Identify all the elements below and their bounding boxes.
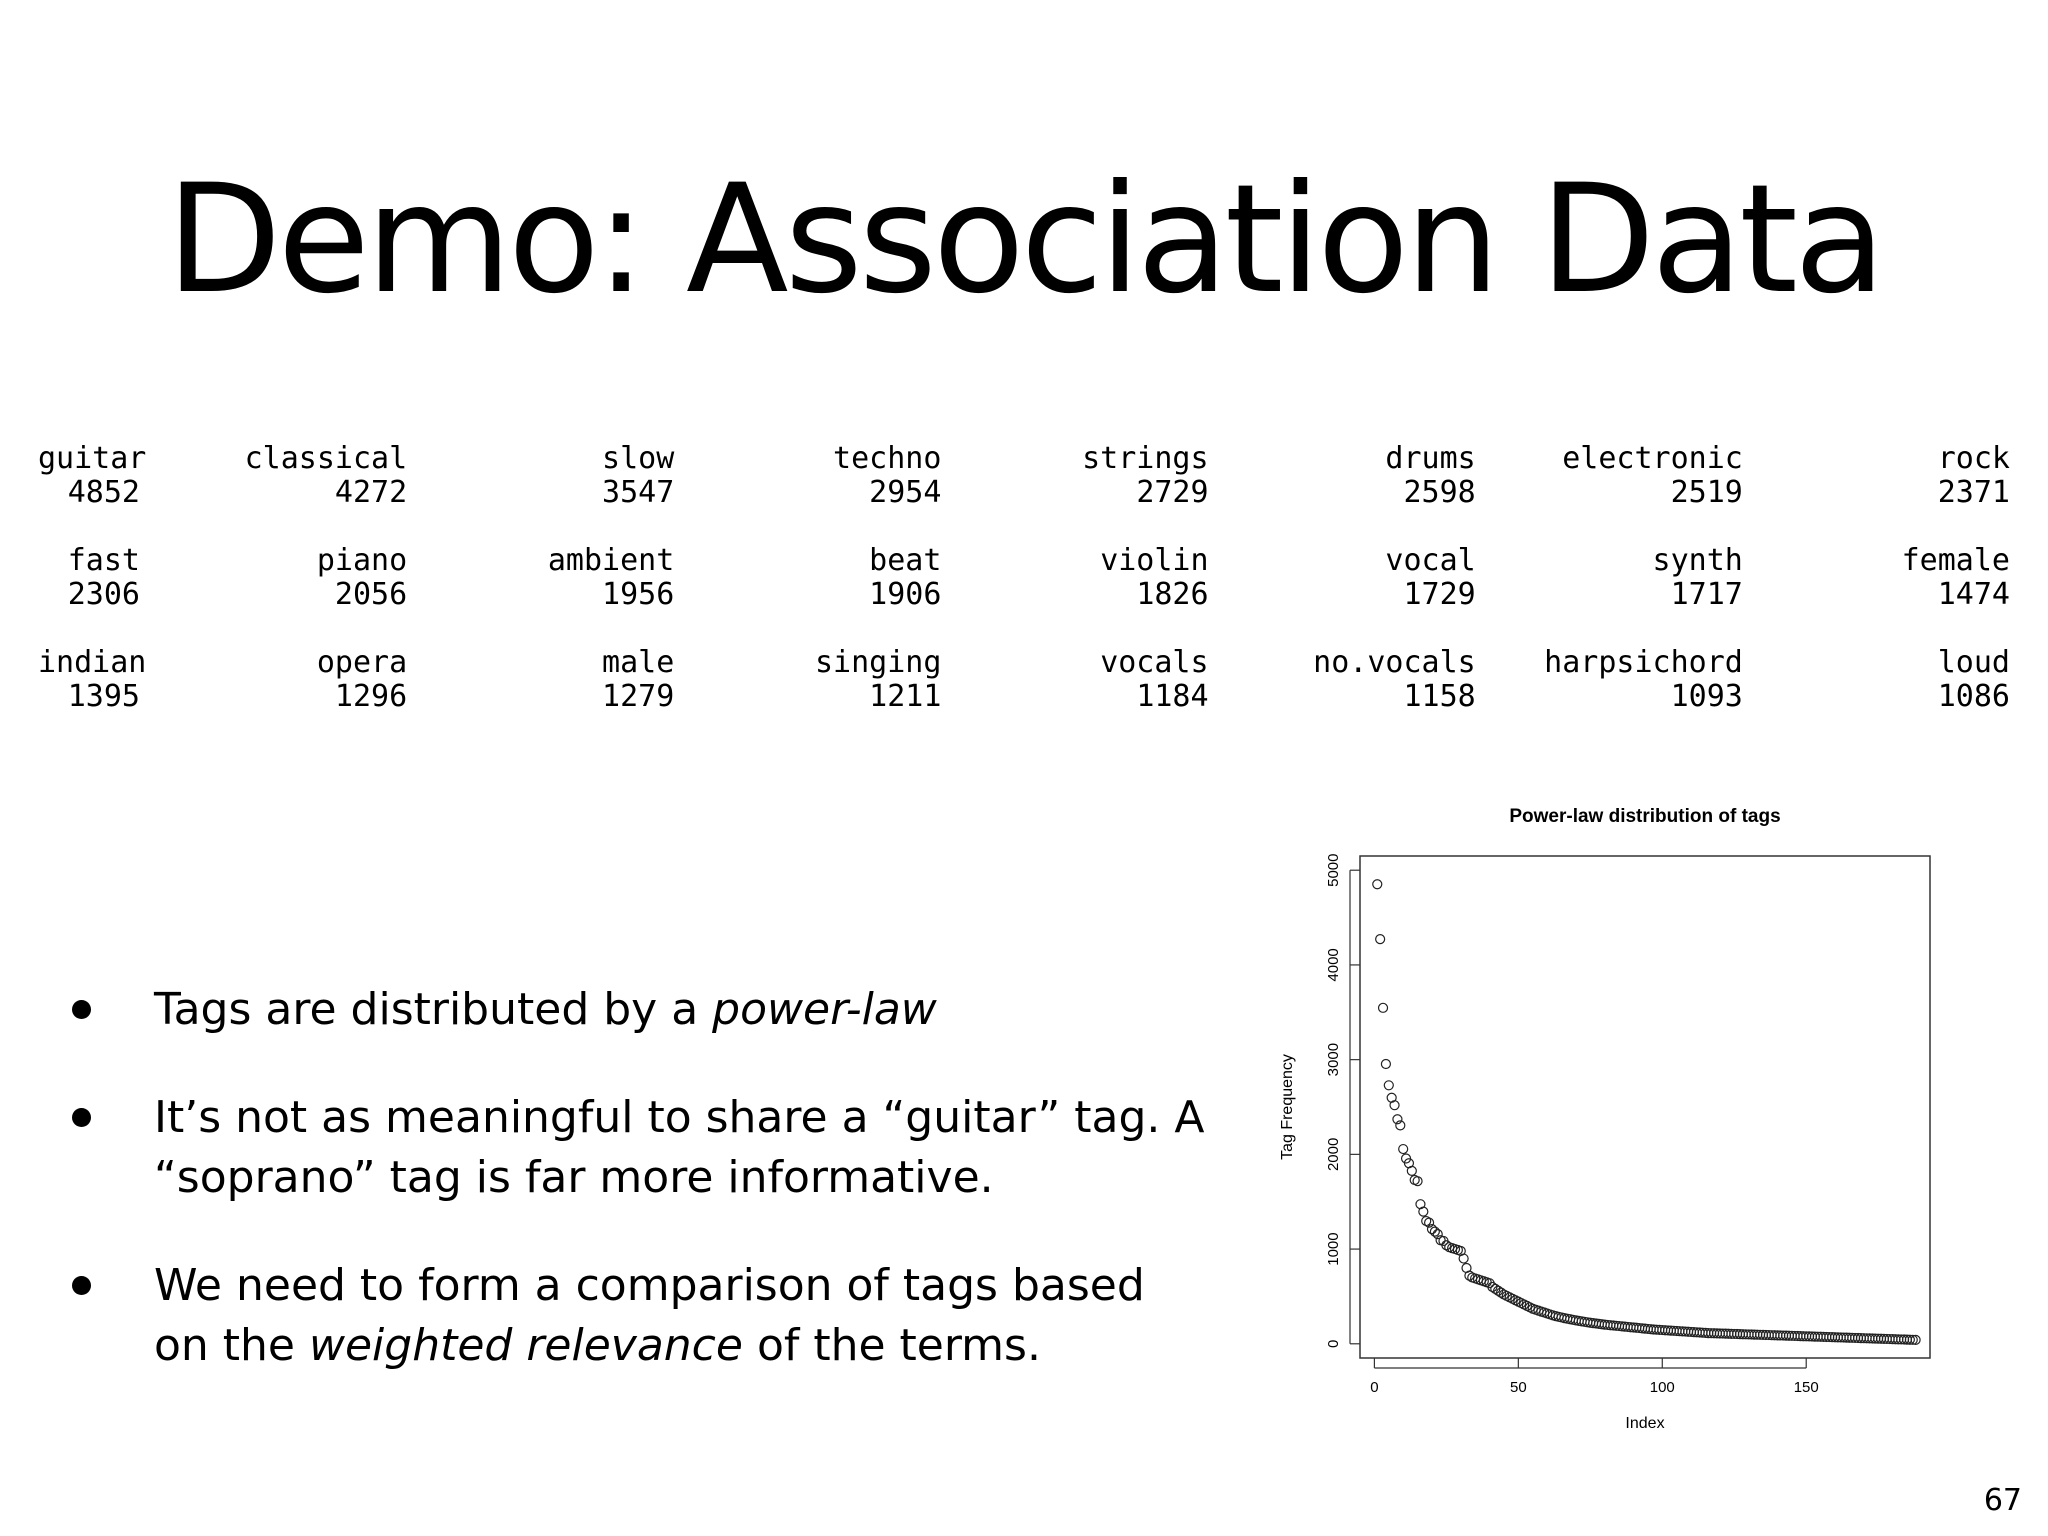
bullet-dot-icon bbox=[72, 1276, 91, 1295]
tag-count: 2056 bbox=[334, 577, 408, 612]
tag-count: 1474 bbox=[1937, 577, 2010, 612]
data-point bbox=[1430, 1227, 1439, 1236]
tag-name: vocals bbox=[1100, 645, 1209, 680]
tag-count: 1395 bbox=[67, 679, 140, 714]
tag-count: 1211 bbox=[869, 679, 942, 714]
data-point bbox=[1419, 1207, 1428, 1216]
data-point bbox=[1390, 1101, 1399, 1110]
tag-cell bbox=[1476, 646, 1743, 714]
x-tick-label: 0 bbox=[1370, 1379, 1379, 1396]
bullet-item bbox=[60, 1088, 1210, 1208]
data-point bbox=[1407, 1166, 1416, 1175]
tag-cell bbox=[1476, 544, 1743, 612]
tag-count: 1184 bbox=[1136, 679, 1209, 714]
tag-name: indian bbox=[38, 645, 147, 680]
tag-row bbox=[38, 646, 2010, 714]
y-tick-label: 4000 bbox=[1325, 948, 1342, 982]
tag-name: opera bbox=[316, 645, 408, 680]
power-law-chart bbox=[1270, 790, 1970, 1450]
tag-name: no.vocals bbox=[1313, 645, 1476, 680]
tag-cell bbox=[674, 646, 941, 714]
tag-name: drums bbox=[1385, 441, 1476, 476]
bullet-emphasis: weighted relevance bbox=[309, 1320, 743, 1371]
bullet-item bbox=[60, 1256, 1210, 1376]
bullet-item bbox=[60, 980, 1210, 1040]
tag-cell bbox=[407, 544, 674, 612]
tag-name: harpsichord bbox=[1544, 645, 1743, 680]
tag-name: techno bbox=[833, 441, 942, 476]
page-number: 67 bbox=[1983, 1483, 2022, 1518]
x-tick-label: 50 bbox=[1509, 1379, 1527, 1396]
tag-count: 1826 bbox=[1136, 577, 1209, 612]
data-point bbox=[1413, 1177, 1422, 1186]
tag-count: 1906 bbox=[869, 577, 942, 612]
tag-cell bbox=[674, 442, 941, 510]
tag-name: female bbox=[1901, 543, 2010, 578]
tag-count: 1158 bbox=[1403, 679, 1476, 714]
tag-count: 1729 bbox=[1403, 577, 1476, 612]
tag-cell bbox=[407, 442, 674, 510]
data-point bbox=[1384, 1081, 1393, 1090]
tag-cell bbox=[1743, 544, 2010, 612]
tag-count: 3547 bbox=[602, 475, 675, 510]
tag-name: electronic bbox=[1562, 441, 1743, 476]
y-tick-label: 5000 bbox=[1325, 853, 1342, 887]
tag-count: 4852 bbox=[67, 475, 140, 510]
tag-count: 4272 bbox=[334, 475, 408, 510]
tag-name: piano bbox=[316, 543, 408, 578]
data-point bbox=[1459, 1254, 1468, 1263]
data-point bbox=[1373, 880, 1382, 889]
tag-cell bbox=[941, 646, 1208, 714]
y-tick-label: 0 bbox=[1325, 1339, 1342, 1348]
tag-cell bbox=[1743, 646, 2010, 714]
tag-cell bbox=[38, 441, 147, 510]
tag-cell bbox=[38, 645, 147, 714]
y-axis-label: Tag Frequency bbox=[1279, 1054, 1296, 1160]
tag-row bbox=[38, 442, 2010, 510]
data-point bbox=[1376, 935, 1385, 944]
data-point bbox=[1399, 1145, 1408, 1154]
bullet-list bbox=[60, 980, 1210, 1424]
tag-cell bbox=[1743, 442, 2010, 510]
tag-name: male bbox=[602, 645, 675, 680]
tag-count: 1717 bbox=[1670, 577, 1743, 612]
tag-count: 2598 bbox=[1403, 475, 1476, 510]
tag-cell bbox=[941, 442, 1208, 510]
tag-cell bbox=[140, 646, 407, 714]
tag-name: loud bbox=[1937, 645, 2010, 680]
tag-count: 2954 bbox=[869, 475, 942, 510]
tag-count: 2729 bbox=[1136, 475, 1209, 510]
tag-cell bbox=[1209, 646, 1476, 714]
bullet-text: Tags are distributed by a bbox=[154, 984, 713, 1035]
tag-row bbox=[38, 544, 2010, 612]
tag-name: rock bbox=[1937, 441, 2010, 476]
tag-cell bbox=[1209, 544, 1476, 612]
tag-count: 1296 bbox=[334, 679, 408, 714]
tag-name: violin bbox=[1100, 543, 1209, 578]
tag-cell bbox=[407, 646, 674, 714]
x-tick-label: 100 bbox=[1649, 1379, 1675, 1396]
slide-title: Demo: Association Data bbox=[166, 153, 1882, 327]
chart-svg bbox=[1270, 790, 1970, 1450]
bullet-text: It’s not as meaningful to share a “guitar” tag. A “soprano” tag is far more informative. bbox=[154, 1092, 1205, 1203]
tag-frequency-table bbox=[38, 442, 2010, 748]
tag-cell bbox=[674, 544, 941, 612]
y-tick-label: 2000 bbox=[1325, 1137, 1342, 1172]
tag-cell bbox=[38, 544, 140, 612]
y-tick-label: 3000 bbox=[1325, 1042, 1342, 1077]
tag-count: 2306 bbox=[67, 577, 140, 612]
tag-cell bbox=[1209, 442, 1476, 510]
tag-cell bbox=[941, 544, 1208, 612]
tag-count: 1086 bbox=[1937, 679, 2010, 714]
data-point bbox=[1381, 1059, 1390, 1068]
tag-cell bbox=[1476, 442, 1743, 510]
tag-name: beat bbox=[869, 543, 942, 578]
tag-count: 1093 bbox=[1670, 679, 1743, 714]
tag-name: strings bbox=[1082, 441, 1209, 476]
data-point bbox=[1379, 1003, 1388, 1012]
tag-name: singing bbox=[814, 645, 942, 680]
tag-name: fast bbox=[67, 543, 140, 578]
tag-count: 1956 bbox=[602, 577, 675, 612]
bullet-emphasis: power-law bbox=[712, 984, 937, 1035]
tag-cell bbox=[140, 442, 407, 510]
chart-title: Power-law distribution of tags bbox=[1509, 806, 1781, 827]
bullet-dot-icon bbox=[72, 1000, 91, 1019]
tag-name: ambient bbox=[547, 543, 675, 578]
tag-cell bbox=[140, 544, 407, 612]
tag-name: synth bbox=[1652, 543, 1743, 578]
x-axis-label: Index bbox=[1625, 1415, 1665, 1432]
bullet-text: We need to form a comparison of tags based on the bbox=[154, 1260, 1145, 1371]
tag-count: 2519 bbox=[1670, 475, 1743, 510]
x-tick-label: 150 bbox=[1793, 1379, 1819, 1396]
tag-count: 1279 bbox=[602, 679, 675, 714]
tag-name: guitar bbox=[38, 441, 147, 476]
y-tick-label: 1000 bbox=[1325, 1232, 1342, 1266]
bullet-dot-icon bbox=[72, 1108, 91, 1127]
tag-name: vocal bbox=[1385, 543, 1476, 578]
plot-frame bbox=[1360, 856, 1930, 1358]
tag-name: slow bbox=[602, 441, 675, 476]
tag-count: 2371 bbox=[1937, 475, 2010, 510]
bullet-text-end: of the terms. bbox=[742, 1320, 1041, 1371]
tag-name: classical bbox=[244, 441, 408, 476]
